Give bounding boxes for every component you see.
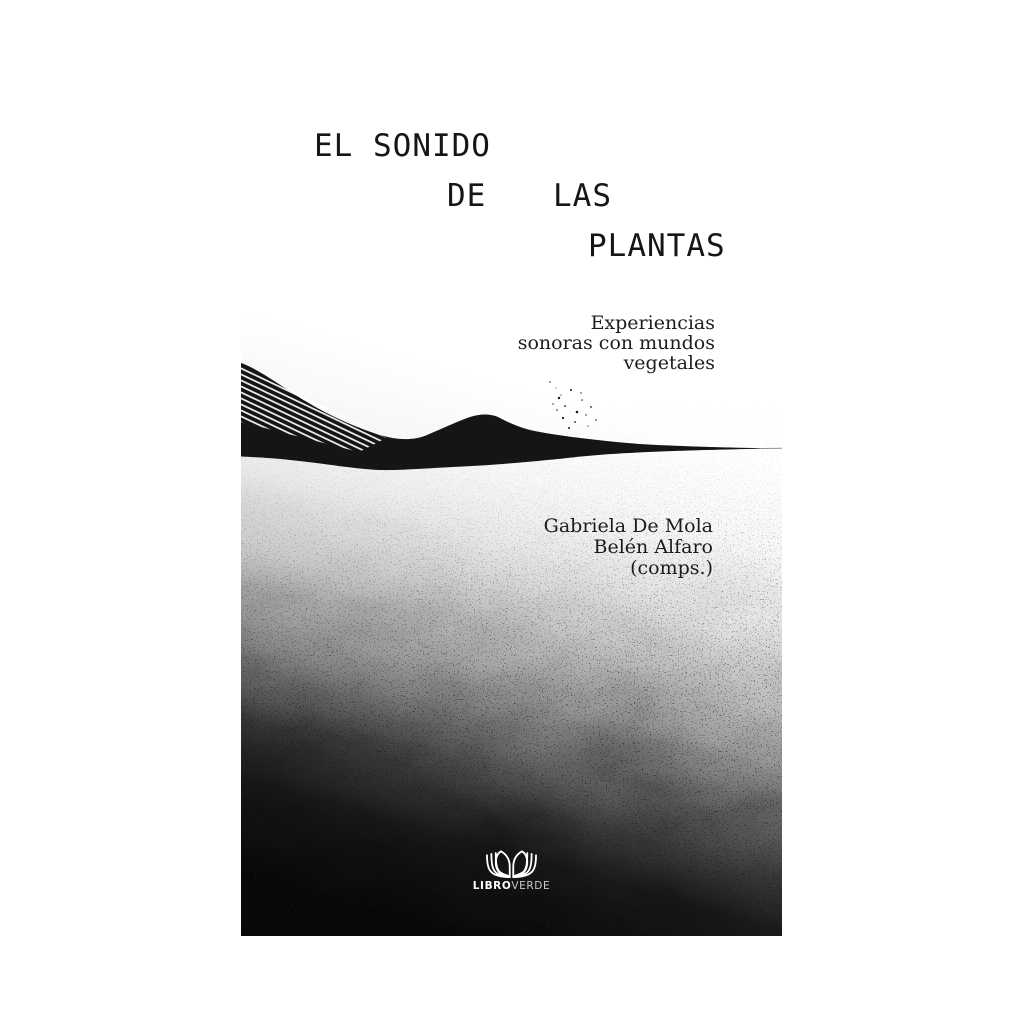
- title-line-3: PLANTAS: [588, 228, 726, 264]
- subtitle: [518, 313, 715, 373]
- author-line-2: Belén Alfaro: [593, 536, 713, 558]
- publisher-name: [241, 881, 782, 892]
- publisher-name-libro: LIBRO: [472, 880, 512, 892]
- subtitle-line-1: Experiencias: [590, 312, 715, 334]
- subtitle-line-2: sonoras con mundos: [517, 332, 715, 354]
- libroverde-logo: [241, 850, 782, 892]
- title-line-1: EL SONIDO: [314, 128, 491, 164]
- subtitle-line-3: vegetales: [623, 352, 715, 374]
- authors-block: [544, 516, 713, 579]
- book-cover: [241, 78, 782, 936]
- title-line-2-word-las: LAS: [553, 178, 612, 214]
- dust-speckles: [549, 381, 597, 429]
- soundwave-illustration: [241, 360, 782, 500]
- author-line-1: Gabriela De Mola: [543, 515, 713, 537]
- open-book-lotus-icon: [483, 850, 540, 878]
- author-line-3: (comps.): [630, 557, 713, 579]
- title-line-2-word-de: DE: [447, 178, 487, 214]
- publisher-name-verde: VERDE: [511, 880, 551, 892]
- grain-gradient-texture: [241, 78, 782, 936]
